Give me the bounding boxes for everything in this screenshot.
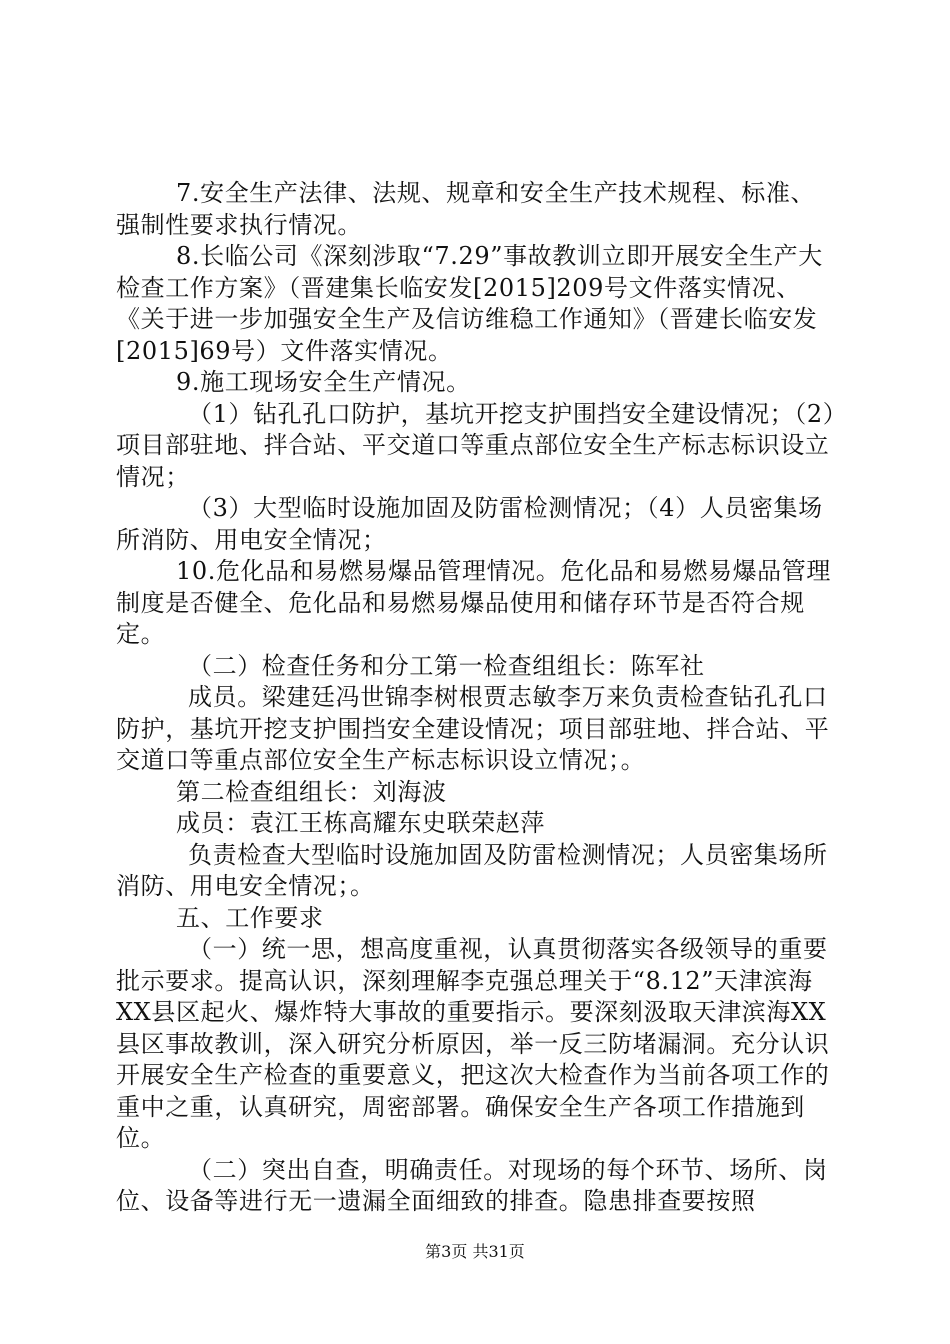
page-number: 第3页 共31页	[425, 1242, 525, 1261]
paragraph-task-division: （二）检查任务和分工第一检查组组长：陈军社	[188, 651, 705, 680]
paragraph-item-8: 8.长临公司《深刻涉取“7.29”事故教训立即开展安全生产大检查工作方案》（晋建集长临安发[2015]209号文件落实情况、《关于进一步加强安全生产及信访维稳工作通知》（晋建长临安发[2015]69号）文件落实情况。	[116, 242, 823, 365]
page-footer	[0, 1242, 950, 1262]
paragraph-group2-duties: 负责检查大型临时设施加固及防雷检测情况；人员密集场所消防、用电安全情况；。	[116, 840, 828, 900]
paragraph-group2-members: 成员：袁江王栋高耀东史联荣赵萍	[176, 809, 545, 837]
paragraph-item-10: 10.危化品和易燃易爆品管理情况。危化品和易燃易爆品管理制度是否健全、危化品和易燃易爆品使用和储存环节是否符合规定。	[116, 557, 831, 648]
section-heading-work-requirements: 五、工作要求	[176, 903, 324, 932]
paragraph-item-7: 7.安全生产法律、法规、规章和安全生产技术规程、标准、强制性要求执行情况。	[116, 179, 816, 239]
paragraph-requirement-2: （二）突出自查，明确责任。对现场的每个环节、场所、岗位、设备等进行无一遗漏全面细致的排查。隐患排查要按照	[116, 1155, 828, 1215]
paragraph-group2-leader: 第二检查组组长：刘海波	[176, 777, 447, 806]
paragraph-item-9: 9.施工现场安全生产情况。	[176, 368, 471, 396]
paragraph-subitems-1-2: （1）钻孔孔口防护，基坑开挖支护围挡安全建设情况；（2）项目部驻地、拌合站、平交道口等重点部位安全生产标志标识设立情况；	[116, 399, 836, 491]
paragraph-subitems-3-4: （3）大型临时设施加固及防雷检测情况；（4）人员密集场所消防、用电安全情况；	[116, 494, 823, 554]
paragraph-requirement-1: （一）统一思，想高度重视，认真贯彻落实各级领导的重要批示要求。提高认识，深刻理解李克强总理关于“8.12”天津滨海XX县区起火、爆炸特大事故的重要指示。要深刻汲取天津滨海XX县区事故教训，深入研究分析原因，举一反三防堵漏洞。充分认识开展安全生产检查的重要意义，把这次大检查作为当前各项工作的重中之重，认真研究，周密部署。确保安全生产各项工作措施到位。	[116, 935, 830, 1152]
paragraph-group1-members: 成员。梁建廷冯世锦李树根贾志敏李万来负责检查钻孔孔口防护，基坑开挖支护围挡安全建设情况；项目部驻地、拌合站、平交道口等重点部位安全生产标志标识设立情况；。	[116, 683, 830, 774]
document-body	[116, 178, 836, 1218]
